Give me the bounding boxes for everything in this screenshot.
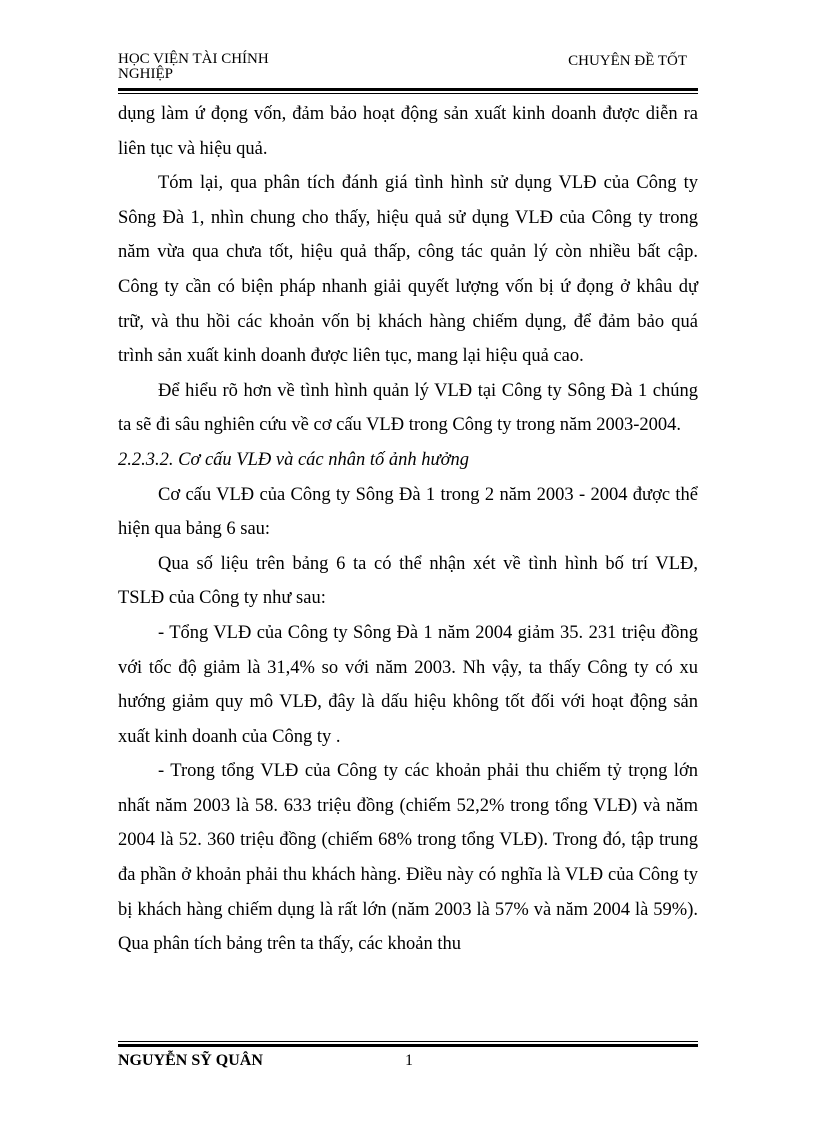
paragraph-continuation: dụng làm ứ đọng vốn, đảm bảo hoạt động sản xuất kinh doanh được diễn ra liên tục và hiệu quả. [118, 104, 698, 159]
header-document-type: CHUYÊN ĐỀ TỐT [568, 53, 687, 69]
document-body [118, 97, 698, 962]
paragraph-observations-intro: Qua số liệu trên bảng 6 ta có thể nhận xét về tình hình bố trí VLĐ, TSLĐ của Công ty như sau: [118, 553, 698, 609]
page-header [118, 52, 692, 90]
paragraph-total-working-capital: - Tổng VLĐ của Công ty Sông Đà 1 năm 2004 giảm 35. 231 triệu đồng với tốc độ giảm là 31,4% so với năm 2003. Nh vậy, ta thấy Công ty có xu hướng giảm quy mô VLĐ, đây là dấu hiệu không tốt đối với hoạt động sản xuất kinh doanh của Công ty . [118, 622, 698, 747]
paragraph-summary: Tóm lại, qua phân tích đánh giá tình hình sử dụng VLĐ của Công ty Sông Đà 1, nhìn chung cho thấy, hiệu quả sử dụng VLĐ của Công ty trong năm vừa qua chưa tốt, hiệu quả thấp, công tác quản lý còn nhiều bất cập. Công ty cần có biện pháp nhanh giải quyết lượng vốn bị ứ đọng ở khâu dự trữ, và thu hồi các khoản vốn bị khách hàng chiếm dụng, để đảm bảo quá trình sản xuất kinh doanh được liên tục, mang lại hiệu quả cao. [118, 173, 698, 367]
paragraph-table-reference: Cơ cấu VLĐ của Công ty Sông Đà 1 trong 2 năm 2003 - 2004 được thể hiện qua bảng 6 sau: [118, 484, 698, 540]
footer-author: NGUYỄN SỸ QUÂN [118, 1052, 263, 1069]
section-heading: 2.2.3.2. Cơ cấu VLĐ và các nhân tố ảnh hưởng [118, 449, 469, 470]
footer-divider [118, 1041, 698, 1047]
page-footer [118, 1052, 698, 1074]
header-institution: HỌC VIỆN TÀI CHÍNH NGHIỆP [118, 51, 269, 82]
paragraph-receivables: - Trong tổng VLĐ của Công ty các khoản phải thu chiếm tỷ trọng lớn nhất năm 2003 là 58. 633 triệu đồng (chiếm 52,2% trong tổng VLĐ) và năm 2004 là 52. 360 triệu đồng (chiếm 68% trong tổng VLĐ). Trong đó, tập trung đa phần ở khoản phải thu khách hàng. Điều này có nghĩa là VLĐ của Công ty bị khách hàng chiếm dụng là rất lớn (năm 2003 là 57% và năm 2004 là 59%). Qua phân tích bảng trên ta thấy, các khoản thu [118, 761, 698, 955]
page-number: 1 [405, 1052, 413, 1069]
header-divider [118, 88, 698, 94]
paragraph-intro-structure: Để hiểu rõ hơn về tình hình quản lý VLĐ tại Công ty Sông Đà 1 chúng ta sẽ đi sâu nghiên cứu về cơ cấu VLĐ trong Công ty trong năm 2003-2004. [118, 380, 698, 436]
